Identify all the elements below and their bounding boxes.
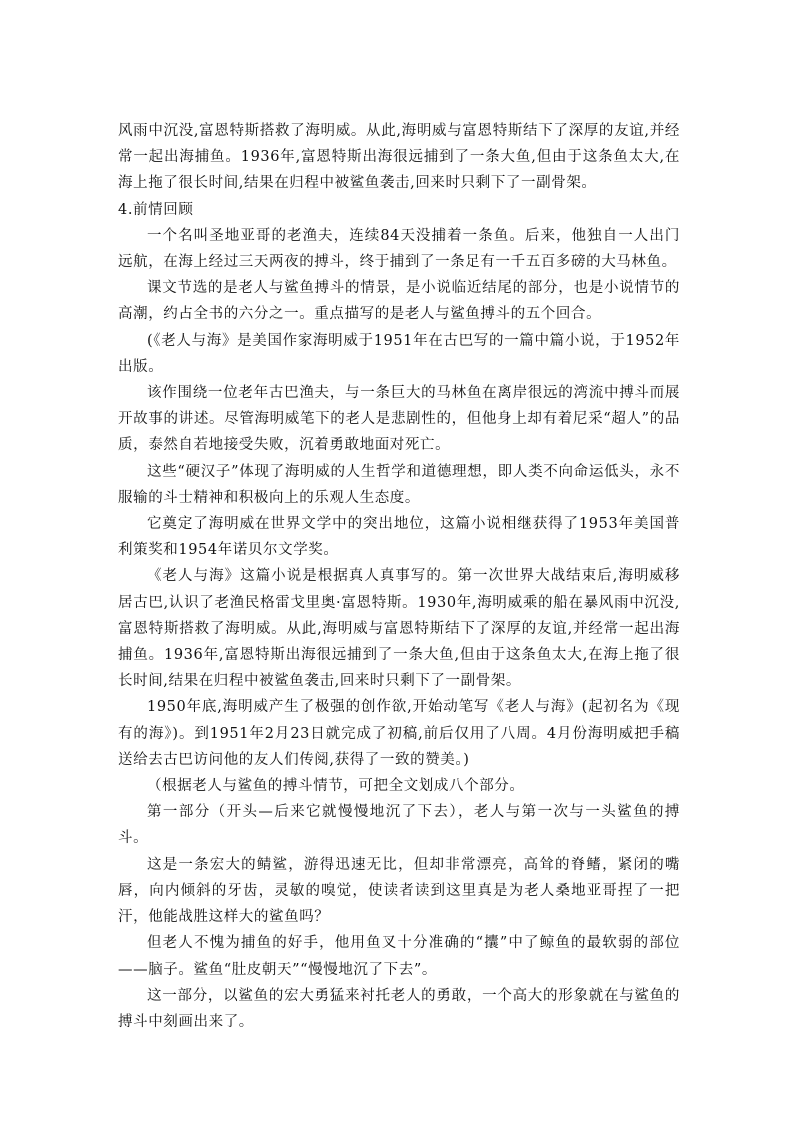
- document-page: [118, 118, 680, 1035]
- paragraph: 1950年底,海明威产生了极强的创作欲,开始动笔写《老人与海》(起初名为《现有的海》)。到1951年2月23日就完成了初稿,前后仅用了八周。4月份海明威把手稿送给去古巴访问他的友人们传阅,获得了一致的赞美。): [118, 699, 680, 768]
- paragraph: 这一部分，以鲨鱼的宏大勇猛来衬托老人的勇敢，一个高大的形象就在与鲨鱼的搏斗中刻画出来了。: [118, 987, 680, 1030]
- paragraph: 这些“硬汉子”体现了海明威的人生哲学和道德理想，即人类不向命运低头，永不服输的斗士精神和积极向上的乐观人生态度。: [118, 463, 680, 506]
- paragraph: (《老人与海》是美国作家海明威于1951年在古巴写的一篇中篇小说，于1952年出版。: [118, 332, 680, 375]
- paragraph: 但老人不愧为捕鱼的好手，他用鱼叉十分准确的“攮”中了鲸鱼的最软弱的部位——脑子。鲨鱼“肚皮朝天”“慢慢地沉了下去”。: [118, 935, 680, 978]
- paragraph: 第一部分（开头—后来它就慢慢地沉了下去），老人与第一次与一头鲨鱼的搏斗。: [118, 804, 680, 847]
- paragraph: 该作围绕一位老年古巴渔夫，与一条巨大的马林鱼在离岸很远的湾流中搏斗而展开故事的讲述。尽管海明威笔下的老人是悲剧性的，但他身上却有着尼采“超人”的品质，泰然自若地接受失败，沉着勇敢地面对死亡。: [118, 385, 680, 454]
- paragraph: 《老人与海》这篇小说是根据真人真事写的。第一次世界大战结束后,海明威移居古巴,认识了老渔民格雷戈里奥·富恩特斯。1930年,海明威乘的船在暴风雨中沉没,富恩特斯搭救了海明威。从此,海明威与富恩特斯结下了深厚的友谊,并经常一起出海捕鱼。1936年,富恩特斯出海很远捕到了一条大鱼,但由于这条鱼太大,在海上拖了很长时间,结果在归程中被鲨鱼袭击,回来时只剩下了一副骨架。: [118, 568, 680, 690]
- paragraph-continuation: 风雨中沉没,富恩特斯搭救了海明威。从此,海明威与富恩特斯结下了深厚的友谊,并经常一起出海捕鱼。1936年,富恩特斯出海很远捕到了一条大鱼,但由于这条鱼太大,在海上拖了很长时间,结果在归程中被鲨鱼袭击,回来时只剩下了一副骨架。: [118, 123, 680, 192]
- paragraph: 它奠定了海明威在世界文学中的突出地位，这篇小说相继获得了1953年美国普利策奖和1954年诺贝尔文学奖。: [118, 516, 680, 559]
- paragraph: 一个名叫圣地亚哥的老渔夫，连续84天没捕着一条鱼。后来，他独自一人出门远航，在海上经过三天两夜的搏斗，终于捕到了一条足有一千五百多磅的大马林鱼。: [118, 227, 680, 271]
- paragraph: （根据老人与鲨鱼的搏斗情节，可把全文划成八个部分。: [147, 778, 525, 795]
- section-heading: 4.前情回顾: [118, 201, 194, 218]
- paragraph: 课文节选的是老人与鲨鱼搏斗的情景，是小说临近结尾的部分，也是小说情节的高潮，约占全书的六分之一。重点描写的是老人与鲨鱼搏斗的五个回合。: [118, 280, 680, 323]
- paragraph: 这是一条宏大的鲭鲨，游得迅速无比，但却非常漂亮，高耸的脊鳍，紧闭的嘴唇，向内倾斜的牙齿，灵敏的嗅觉，使读者读到这里真是为老人桑地亚哥捏了一把汗，他能战胜这样大的鲨鱼吗？: [118, 856, 680, 926]
